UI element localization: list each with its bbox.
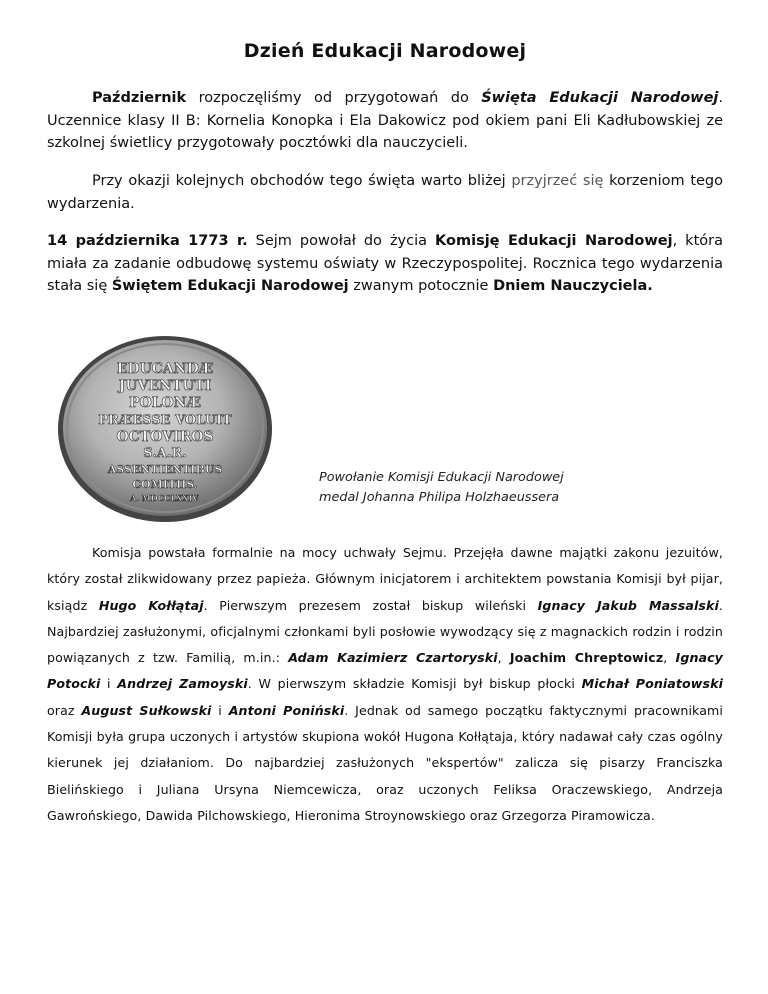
medal-line: JUVENTUTI [118,378,212,394]
medal-line: PRÆESSE VOLUIT [98,413,232,428]
medal-line: ASSENTIENTIBUS [107,463,223,476]
paragraph-intro: Październik rozpoczęliśmy od przygotowań do Święta Edukacji Narodowej. Uczennice klasy II B: Kornelia Konopka i Ela Dakowicz pod okiem pani Eli Kadłubowskiej ze szkolnej świetlicy przygotowały pocztówki dla nauczycieli. [47,90,723,151]
bold-italic-text: Święta Edukacji Narodowej [481,90,719,106]
medal-line: EDUCANDÆ [116,361,214,377]
medal-line: S.A.R. [143,446,187,461]
bold-text: Październik [92,90,187,106]
medal-graphic [47,333,307,523]
paragraph-history: 14 października 1773 r. Sejm powołał do życia Komisję Edukacji Narodowej, która miała za zadanie odbudowę systemu oświaty w Rzeczypospolitej. Rocznica tego wydarzenia stała się Świętem Edukacji Narodowej zwanym potocznie Dniem Nauczyciela. [47,233,723,294]
medal-line: POLONÆ [128,395,202,411]
medal-line: A. MDCCLXXIV. [130,493,200,503]
medal-image [47,333,307,523]
date-text: 14 października 1773 r. [47,233,248,249]
page-title: Dzień Edukacji Narodowej [243,40,527,62]
medal-caption: Powołanie Komisji Edukacji Narodowej medal Johanna Philipa Holzhaeussera [319,470,564,505]
muted-text: przyjrzeć się [511,173,604,189]
medal-line: OCTOVIROS [116,429,214,445]
medal-line: COMITIIS. [132,478,198,491]
paragraph-commission: Komisja powstała formalnie na mocy uchwały Sejmu. Przejęła dawne majątki zakonu jezuitów, który został zlikwidowany przez papieża. Głównym inicjatorem i architektem powstania Komisji był pijar, ksiądz Hugo Kołłątaj. Pierwszym prezesem został biskup wileński Ignacy Jakub Massalski. Najbardziej zasłużonymi, oficjalnymi członkami byli posłowie wywodzący się z magnackich rodzin i rodzin powiązanych z tzw. Familią, m.in.: Adam Kazimierz Czartoryski, Joachim Chreptowicz, Ignacy Potocki i Andrzej Zamoyski. W pierwszym składzie Komisji był biskup płocki Michał Poniatowski oraz August Sułkowski i Antoni Poniński. Jednak od samego początku faktycznymi pracownikami Komisji była grupa uczonych i artystów skupiona wokół Hugona Kołłątaja, który nadawał cały czas ogólny kierunek jej działaniom. Do najbardziej zasłużonych "ekspertów" zalicza się pisarzy Franciszka Bielińskiego i Juliana Ursyna Niemcewicza, oraz uczonych Feliksa Oraczewskiego, Andrzeja Gawrońskiego, Dawida Pilchowskiego, Hieronima Stroynowskiego oraz Grzegorza Piramowicza. [47,545,724,823]
paragraph-occasion: Przy okazji kolejnych obchodów tego święta warto bliżej przyjrzeć się korzeniom tego wydarzenia. [47,173,723,212]
